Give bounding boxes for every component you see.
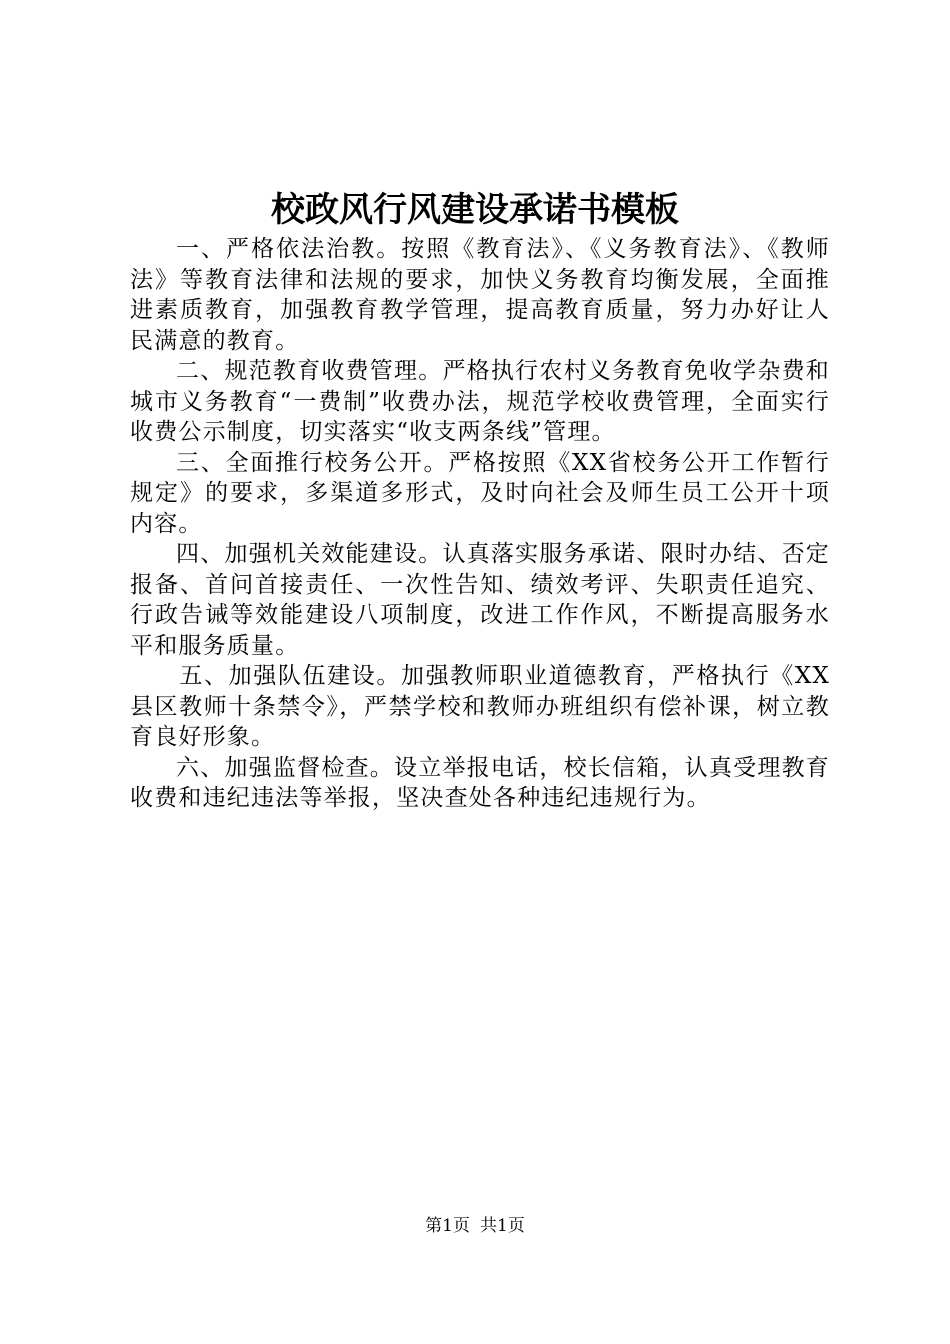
paragraph-3: 三、全面推行校务公开。严格按照《XX省校务公开工作暂行规定》的要求，多渠道多形式，及时向社会及师生员工公开十项内容。 xyxy=(130,449,830,537)
paragraph-1: 一、严格依法治教。按照《教育法》、《义务教育法》、《教师法》等教育法律和法规的要求，加快义务教育均衡发展，全面推进素质教育，加强教育教学管理，提高教育质量，努力办好让人民满意的教育。 xyxy=(130,236,830,354)
page-number-total: 共1页 xyxy=(480,1216,525,1236)
page-footer xyxy=(0,1214,950,1238)
page-number-current: 第1页 xyxy=(425,1216,470,1236)
paragraph-4: 四、加强机关效能建设。认真落实服务承诺、限时办结、否定报备、首问首接责任、一次性告知、绩效考评、失职责任追究、行政告诫等效能建设八项制度，改进工作作风，不断提高服务水平和服务质量。 xyxy=(130,541,830,659)
document-body xyxy=(130,234,830,814)
paragraph-5: 五、加强队伍建设。加强教师职业道德教育，严格执行《XX县区教师十条禁令》，严禁学校和教师办班组织有偿补课，树立教育良好形象。 xyxy=(130,663,830,750)
paragraph-2: 二、规范教育收费管理。严格执行农村义务教育免收学杂费和城市义务教育“一费制”收费办法，规范学校收费管理，全面实行收费公示制度，切实落实“收支两条线”管理。 xyxy=(130,358,830,445)
document-title: 校政风行风建设承诺书模板 xyxy=(271,190,679,230)
paragraph-6: 六、加强监督检查。设立举报电话，校长信箱，认真受理教育收费和违纪违法等举报，坚决查处各种违纪违规行为。 xyxy=(130,754,830,811)
